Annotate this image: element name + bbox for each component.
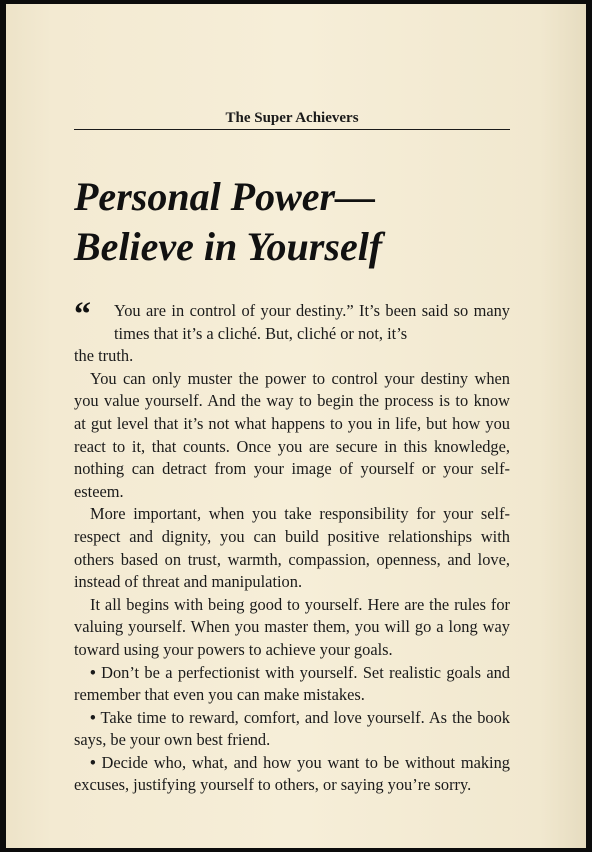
paragraph-1-tail: the truth. (74, 346, 134, 366)
open-quote-mark: “ (74, 296, 91, 333)
bullet-item (74, 707, 510, 752)
body-text (74, 296, 510, 797)
paragraph-1-head: You are in control of your destiny.” It’s been said so many times that it’s a cliché. But, cliché or not, it’s (114, 301, 510, 343)
bullet-symbol: • (90, 662, 96, 682)
paragraph-1 (74, 296, 510, 368)
bullet-symbol: • (90, 707, 96, 727)
paragraph-4: It all begins with being good to yourself. Here are the rules for valuing yourself. When you master them, you will go a long way toward using your powers to achieve your goals. (74, 594, 510, 659)
running-head: The Super Achievers (225, 110, 359, 126)
bullet-text: Decide who, what, and how you want to be without making excuses, justifying yourself to others, or saying you’re sorry. (74, 752, 510, 795)
paragraph-3: More important, when you take responsibility for your self-respect and dignity, you can build positive relationships with others based on trust, warmth, compassion, openness, and love, instead of threat and manipulation. (74, 504, 510, 592)
chapter-title-line-2: Believe in Yourself (74, 224, 383, 269)
bullet-text: Take time to reward, comfort, and love yourself. As the book says, be your own best friend. (74, 707, 510, 750)
chapter-title (74, 172, 514, 272)
paragraph-2: You can only muster the power to control your destiny when you value yourself. And the way to begin the process is to know at gut level that it’s not what happens to you in life, but how you react to it, that counts. Once you are secure in this knowledge, nothing can detract from your image of yourself or your self-esteem. (74, 368, 510, 501)
chapter-title-line-1: Personal Power— (74, 174, 376, 219)
bullet-item (74, 662, 510, 707)
bullet-symbol: • (90, 752, 96, 772)
bullet-text: Don’t be a perfectionist with yourself. Set realistic goals and remember that even you can make mistakes. (74, 662, 510, 705)
header-rule (74, 129, 510, 130)
bullet-item (74, 752, 510, 797)
book-page (6, 4, 586, 848)
